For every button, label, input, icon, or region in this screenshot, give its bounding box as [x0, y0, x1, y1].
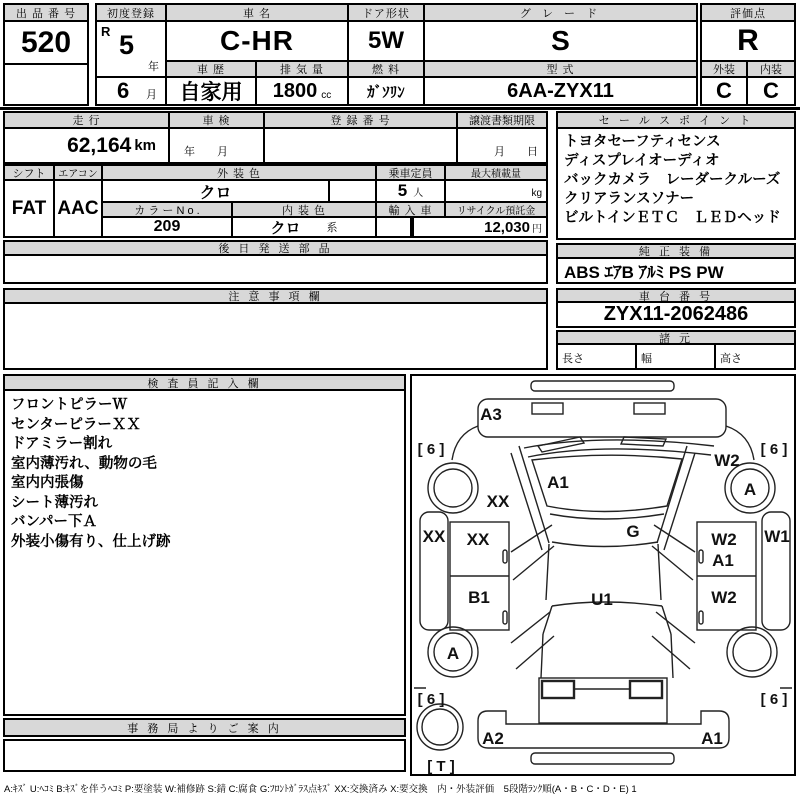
recycle-fee-label: リサイクル預託金 — [446, 203, 546, 218]
diagram-label-a-wheel-rl: A — [446, 644, 460, 663]
spec-height-label: 高さ — [720, 353, 742, 365]
imported-value-left — [377, 218, 412, 236]
sales-point-line: ディスプレイオーディオ — [564, 153, 720, 169]
diagram-label-g-roof: G — [626, 522, 640, 541]
mileage-row-block — [3, 111, 548, 164]
diagram-label-a3: A3 — [480, 405, 502, 424]
sales-point-line: トヨタセーフティセンス — [564, 134, 721, 150]
chassis-no-block — [556, 288, 796, 328]
spec-length-label: 長さ — [562, 353, 584, 365]
exterior-score-label: 外装 — [702, 62, 748, 78]
diagram-label-t-spare: [ T ] — [427, 758, 455, 774]
spec-height-cell — [716, 345, 794, 368]
score-value: R — [702, 22, 794, 62]
imported-value-right — [412, 218, 446, 236]
diagram-block — [410, 374, 796, 776]
inspector-line: フロントピラーＷ — [11, 397, 127, 413]
inspection-label: 車 検 — [170, 113, 265, 129]
inspector-list — [5, 391, 404, 555]
inspector-line: センターピラーＸＸ — [11, 416, 141, 433]
exterior-color-value: クロ — [103, 181, 330, 203]
divider-bar — [0, 107, 800, 110]
front-fender-curve-left — [452, 426, 478, 460]
interior-color-label: 内 装 色 — [233, 203, 377, 218]
reg-month: 6 — [117, 78, 130, 103]
inspector-label: 検 査 員 記 入 欄 — [5, 376, 404, 391]
diagram-label-u1-roof: U1 — [591, 590, 613, 609]
car-name-value: C-HR — [167, 22, 349, 62]
capacity-value — [377, 181, 446, 203]
displacement-unit: cc — [321, 90, 332, 101]
door-shape-value: 5W — [349, 22, 425, 62]
diagram-label-a1-windshield: A1 — [547, 473, 569, 492]
a-pillar-right — [657, 446, 695, 550]
capacity-unit: 人 — [413, 188, 424, 199]
model-code-label: 型 式 — [425, 62, 696, 78]
wheel-rear-right — [727, 627, 777, 677]
diagram-label-six-rr: [ 6 ] — [760, 691, 788, 708]
auction-number-empty — [5, 65, 87, 103]
car-damage-diagram — [412, 376, 794, 774]
genuine-equipment-value: ABS ｴｱB ｱﾙﾐ PS PW — [564, 263, 724, 282]
rear-plate-bar — [531, 753, 674, 764]
interior-color-suffix: 系 — [326, 222, 338, 234]
sales-point-line: クリアランスソナー — [564, 191, 695, 207]
door-handle-rr — [699, 611, 703, 624]
equipment-row-block — [3, 164, 548, 238]
mileage-value — [5, 129, 170, 162]
transfer-deadline-placeholder: 月 日 — [494, 146, 538, 158]
trunk-box — [539, 678, 667, 723]
legend-text: A:ｷｽﾞ U:ﾍｺﾐ B:ｷｽﾞを伴うﾍｺﾐ P:要塗装 W:補修跡 S:錆 C:腐食 G:ﾌﾛﾝﾄｶﾞﾗｽ点ｷｽﾞ XX:交換済み X:要交換 内・外装評価 5段階ﾗﾝｸ順(A・B・C・D・E) 1 — [4, 784, 637, 795]
taillight-right — [630, 681, 662, 698]
trunk-sides — [541, 634, 673, 678]
auction-number-value: 520 — [5, 22, 87, 65]
first-registration-value — [97, 22, 167, 104]
genuine-equipment-block — [556, 243, 796, 284]
spare-tire — [417, 704, 463, 750]
inspector-line: バンパー下Ａ — [11, 514, 97, 530]
inspector-line: 室内薄汚れ、動物の毛 — [11, 455, 157, 472]
auction-number-block — [3, 3, 89, 106]
diagram-label-a1-door-fr: A1 — [712, 551, 734, 570]
exterior-score-value: C — [702, 78, 748, 104]
spec-length-cell — [558, 345, 637, 368]
fuel-label: 燃 料 — [349, 62, 425, 78]
inspector-line: 外装小傷有り、仕上げ跡 — [11, 533, 171, 550]
door-handle-rl — [503, 611, 507, 624]
front-plate-bar — [531, 381, 674, 391]
capacity-number: 5 — [397, 181, 408, 200]
mileage-number: 62,164 — [67, 133, 132, 157]
displacement-label: 排 気 量 — [257, 62, 349, 78]
inspector-line: ドアミラー割れ — [11, 436, 113, 452]
history-value: 自家用 — [167, 78, 257, 104]
diagram-label-six-fr: [ 6 ] — [760, 441, 788, 458]
interior-color-value — [233, 218, 377, 236]
car-name-label: 車 名 — [167, 5, 349, 22]
history-label: 車 歴 — [167, 62, 257, 78]
diagram-label-xx-fender-l: XX — [422, 527, 446, 546]
inspector-line: シート薄汚れ — [11, 494, 98, 511]
office-notice-header — [3, 718, 406, 737]
notes-block — [3, 288, 548, 370]
capacity-label: 乗車定員 — [377, 166, 446, 181]
transfer-deadline-value — [458, 129, 546, 162]
recycle-fee-unit: 円 — [532, 223, 542, 235]
later-parts-block — [3, 240, 548, 284]
spec-width-label: 幅 — [641, 353, 652, 365]
specs-block — [556, 330, 796, 370]
fuel-value: ｶﾞｿﾘﾝ — [349, 78, 425, 104]
era-code: R — [101, 24, 111, 39]
transfer-deadline-label: 譲渡書類期限 — [458, 113, 546, 129]
reg-year: 5 — [119, 30, 135, 60]
later-parts-label: 後 日 発 送 部 品 — [5, 242, 546, 256]
registration-no-label: 登 録 番 号 — [265, 113, 458, 129]
shift-value: FAT — [5, 181, 55, 236]
sales-point-line: ビルトインＥＴＣ ＬＥＤヘッド — [564, 210, 781, 226]
reg-month-suffix: 月 — [146, 89, 157, 101]
diagram-label-w2-door-fr: W2 — [711, 530, 737, 549]
hood-edge-1 — [524, 440, 714, 448]
grade-value: S — [425, 22, 696, 62]
door-handle-fl — [503, 550, 507, 563]
diagram-label-a-wheel-fr: A — [743, 480, 757, 499]
registration-no-value — [265, 129, 458, 162]
sales-points-label: セ ー ル ス ポ イ ン ト — [558, 113, 794, 129]
diagram-label-xx-door-fl: XX — [466, 530, 490, 549]
mileage-unit: km — [134, 137, 156, 154]
exterior-color-label: 外 装 色 — [103, 166, 377, 181]
diagram-label-w2-door-rr: W2 — [711, 588, 737, 607]
aircon-label: エアコン — [55, 166, 103, 181]
max-load-label: 最大積載量 — [446, 166, 546, 181]
max-load-value — [446, 181, 546, 203]
cowl-lower-curve — [550, 514, 664, 519]
auction-number-label: 出 品 番 号 — [5, 5, 87, 22]
taillight-left — [542, 681, 574, 698]
office-notice-label: 事 務 局 よ り ご 案 内 — [5, 720, 404, 735]
headlight-right — [634, 403, 665, 414]
front-bumper — [478, 399, 726, 437]
chassis-no-label: 車 台 番 号 — [558, 290, 794, 303]
diagram-label-w1-fender-r: W1 — [764, 527, 790, 546]
diagram-label-a1-bumper: A1 — [701, 729, 723, 748]
c-pillar-right — [652, 612, 695, 669]
inspector-block — [3, 374, 406, 716]
shift-label: シフト — [5, 166, 55, 181]
door-shape-label: ドア形状 — [349, 5, 425, 22]
office-notice-box — [3, 739, 406, 772]
recycle-fee-number: 12,030 — [484, 218, 530, 236]
exterior-color-sub-empty — [330, 181, 377, 203]
rear-bumper — [478, 711, 729, 748]
displacement-value — [257, 78, 349, 104]
inspection-value — [170, 129, 265, 162]
color-no-value: 209 — [103, 218, 233, 236]
interior-score-value: C — [763, 78, 779, 103]
sales-points-list — [558, 129, 794, 231]
vehicle-info-block — [95, 3, 698, 106]
first-registration-label: 初度登録 — [97, 5, 167, 22]
displacement-number: 1800 — [272, 79, 318, 102]
model-code-value: 6AA-ZYX11 — [507, 79, 614, 102]
mileage-label: 走 行 — [5, 113, 170, 129]
rear-window-sides — [543, 606, 671, 634]
diagram-label-a2-bumper: A2 — [482, 729, 504, 748]
a-pillar-left — [511, 446, 549, 550]
imported-divider — [412, 218, 414, 236]
specs-label: 諸 元 — [558, 332, 794, 345]
diagram-label-six-fl: [ 6 ] — [417, 441, 445, 458]
genuine-equipment-label: 純 正 装 備 — [558, 245, 794, 259]
recycle-fee-value — [446, 218, 546, 236]
roof-front-curve — [552, 542, 658, 547]
interior-score-label: 内装 — [748, 62, 794, 78]
diagram-label-xx-cowl: XX — [486, 492, 510, 511]
sales-point-line: バックカメラ レーダークルーズ — [564, 172, 781, 188]
color-no-label: カ ラ ー N o . — [103, 203, 233, 218]
reg-year-suffix: 年 — [148, 61, 159, 73]
spec-width-cell — [637, 345, 716, 368]
diagram-label-w2-fender: W2 — [714, 451, 740, 470]
chassis-no-value: ZYX11-2062486 — [603, 303, 749, 325]
door-handle-fr — [699, 550, 703, 563]
notes-label: 注 意 事 項 欄 — [5, 290, 546, 304]
max-load-unit: kg — [531, 188, 542, 199]
inspection-placeholder: 年 月 — [184, 146, 228, 158]
wheel-front-left — [428, 463, 478, 513]
aircon-value: AAC — [55, 181, 103, 236]
inspector-line: 室内内張傷 — [11, 475, 84, 491]
diagram-label-six-rl: [ 6 ] — [417, 691, 445, 708]
imported-label: 輸 入 車 — [377, 203, 446, 218]
later-parts-value — [5, 256, 546, 282]
diagram-label-b1-door-rl: B1 — [468, 588, 490, 607]
score-label: 評価点 — [702, 5, 794, 22]
interior-color-name: クロ — [270, 219, 301, 236]
score-block — [700, 3, 796, 106]
grade-label: グ レ ー ド — [425, 5, 696, 22]
sales-points-block — [556, 111, 796, 240]
headlight-left — [532, 403, 563, 414]
